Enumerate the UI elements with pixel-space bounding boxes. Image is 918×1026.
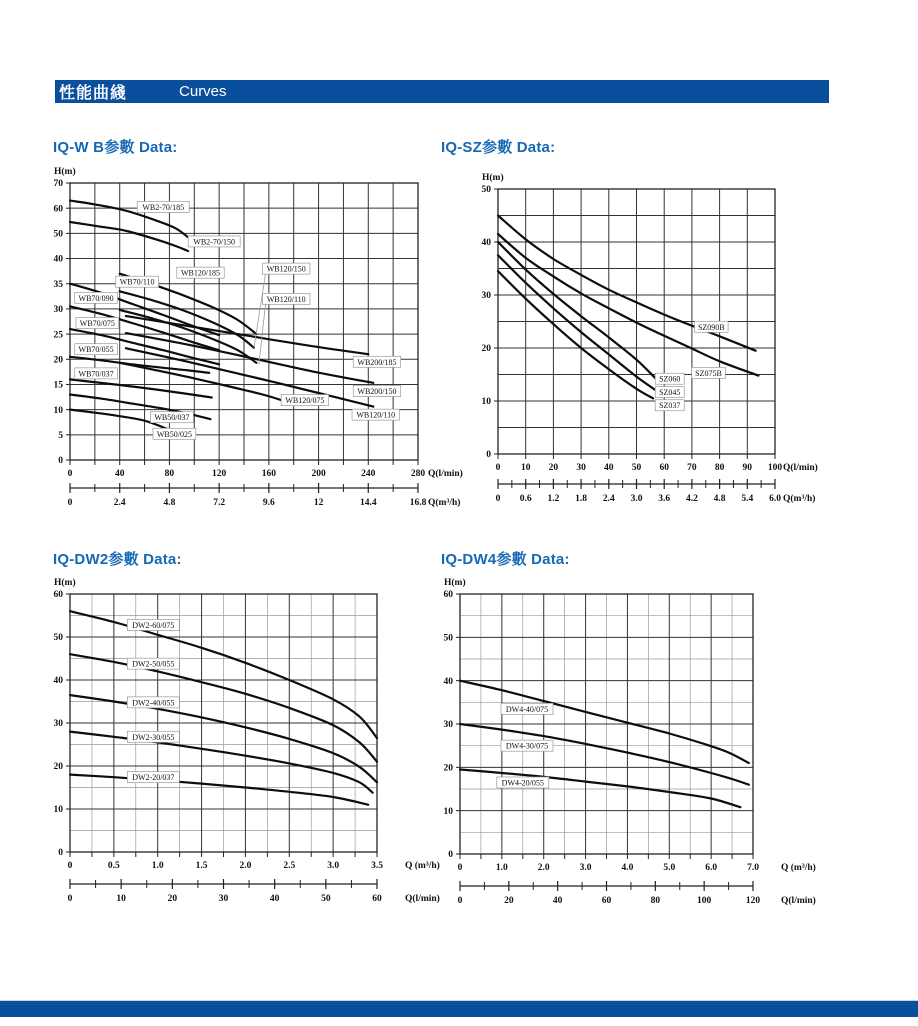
x2-tick-label: 2.4 (602, 494, 615, 504)
y-axis-title: H(m) (54, 578, 76, 588)
x-axis-unit: Q (m³/h) (405, 861, 440, 871)
curve-label: DW2-50/055 (132, 659, 175, 669)
y-tick-label: 50 (53, 229, 63, 240)
curve-label: WB2-70/185 (142, 202, 185, 212)
x-tick-label: 280 (410, 469, 426, 479)
curve-label: DW2-60/075 (132, 620, 175, 630)
x2-tick-label: 4.8 (713, 494, 726, 504)
curve-label: WB120/150 (266, 264, 306, 274)
x-tick-label: 0 (495, 463, 501, 473)
x-tick-label: 30 (576, 463, 586, 473)
curve-label: WB120/110 (266, 294, 306, 304)
x-tick-label: 0 (67, 861, 73, 871)
x-tick-label: 80 (164, 469, 175, 479)
curve-label: DW2-20/037 (132, 773, 175, 783)
x-tick-label: 20 (548, 463, 559, 473)
y-axis-title: H(m) (482, 173, 504, 183)
x2-tick-label: 14.4 (359, 498, 377, 508)
curve-label: WB120/110 (356, 410, 396, 420)
x-tick-label: 0.5 (107, 861, 120, 871)
x2-axis-unit: Q(m³/h) (428, 498, 461, 508)
curve-label: WB70/037 (78, 369, 114, 379)
y-tick-label: 0 (58, 848, 63, 859)
y-tick-label: 40 (53, 254, 63, 265)
y-tick-label: 10 (53, 805, 63, 816)
x2-tick-label: 100 (697, 896, 712, 906)
x2-tick-label: 5.4 (741, 494, 754, 504)
curve-label: WB70/055 (78, 345, 114, 355)
curve-label: DW2-40/055 (132, 698, 175, 708)
x2-tick-label: 6.0 (769, 494, 781, 504)
curve-label: DW4-40/075 (505, 704, 549, 714)
curve-DW4-30/075 (460, 724, 749, 785)
chart-title-iq-dw4: IQ-DW4参數 Data: (441, 551, 570, 568)
x2-tick-label: 60 (601, 896, 612, 906)
curve-label: WB2-70/150 (193, 237, 236, 247)
curve-label: WB200/150 (357, 387, 397, 397)
x2-tick-label: 40 (552, 896, 563, 906)
curve-label: SZ075B (695, 368, 722, 378)
y-tick-label: 30 (53, 719, 63, 730)
y-tick-label: 0 (58, 456, 63, 467)
x2-tick-label: 10 (116, 894, 126, 904)
y-tick-label: 30 (481, 291, 491, 302)
y-tick-label: 50 (481, 185, 491, 196)
y-tick-label: 40 (481, 238, 491, 249)
header-title-zh: 性能曲綫 (59, 85, 128, 102)
x-tick-label: 90 (742, 463, 753, 473)
y-tick-label: 40 (53, 676, 63, 687)
y-tick-label: 30 (443, 720, 453, 731)
y-tick-label: 0 (486, 450, 491, 461)
curve-label: WB50/037 (154, 413, 190, 423)
x2-tick-label: 20 (504, 896, 514, 906)
iq-dw2-performance-chart (30, 580, 480, 915)
curve-label: WB50/025 (156, 429, 192, 439)
x2-tick-label: 9.6 (262, 498, 275, 508)
x-tick-label: 2.5 (283, 861, 296, 871)
curve-label: WB120/185 (180, 268, 221, 278)
x-tick-label: 3.0 (327, 861, 340, 871)
y-tick-label: 70 (53, 179, 63, 190)
x2-tick-label: 0 (457, 896, 463, 906)
x-tick-label: 1.0 (151, 861, 164, 871)
curve-label: WB70/110 (119, 277, 155, 287)
y-tick-label: 20 (443, 763, 453, 774)
x2-tick-label: 3.6 (658, 494, 671, 504)
curve-label: DW4-30/075 (505, 741, 549, 751)
curve-WB120/075 (120, 363, 282, 400)
y-tick-label: 5 (58, 431, 63, 442)
x-tick-label: 0 (457, 863, 463, 873)
x2-tick-label: 0 (67, 894, 73, 904)
curve-label: SZ090B (697, 322, 725, 332)
x-tick-label: 2.0 (239, 861, 252, 871)
x-tick-label: 50 (631, 463, 642, 473)
curve-SZ045 (498, 255, 656, 390)
y-tick-label: 60 (53, 590, 63, 601)
curve-label: WB120/075 (285, 396, 325, 406)
x-tick-label: 40 (604, 463, 614, 473)
x-tick-label: 40 (114, 469, 125, 479)
y-tick-label: 30 (53, 305, 63, 316)
x-tick-label: 3.5 (371, 861, 383, 871)
curve-label: WB200/185 (357, 357, 397, 367)
x2-tick-label: 1.8 (575, 494, 588, 504)
x2-tick-label: 4.8 (163, 498, 176, 508)
curve-SZ060 (498, 242, 656, 379)
y-tick-label: 60 (443, 590, 453, 601)
x2-tick-label: 3.0 (630, 494, 643, 504)
x2-tick-label: 80 (650, 896, 661, 906)
iq-wb-performance-chart (30, 160, 480, 515)
iq-dw4-performance-chart (430, 580, 918, 915)
curve-WB200/185 (126, 316, 368, 354)
y-tick-label: 10 (53, 405, 63, 416)
y-axis-title: H(m) (444, 578, 466, 588)
header-title-en: Curves (179, 83, 227, 100)
x-axis-unit: Q(l/min) (428, 469, 463, 479)
iq-sz-performance-chart (430, 160, 918, 515)
x-tick-label: 0 (67, 469, 73, 479)
x-tick-label: 3.0 (579, 863, 592, 873)
x-tick-label: 60 (659, 463, 669, 473)
section-header-bar (53, 80, 829, 103)
x2-tick-label: 60 (372, 894, 382, 904)
curve-label: DW4-20/055 (501, 778, 544, 788)
y-tick-label: 25 (53, 330, 63, 341)
x-tick-label: 1.5 (195, 861, 208, 871)
y-tick-label: 50 (443, 633, 453, 644)
x-tick-label: 160 (261, 469, 276, 479)
x2-axis-unit: Q(m³/h) (783, 494, 816, 504)
chart-title-iq-dw2: IQ-DW2参數 Data: (53, 551, 182, 568)
x2-tick-label: 0 (495, 494, 501, 504)
x2-tick-label: 30 (218, 894, 229, 904)
curve-DW2-30/055 (70, 732, 373, 793)
curve-label: SZ060 (659, 374, 681, 384)
y-axis-title: H(m) (54, 167, 76, 177)
x2-tick-label: 0.6 (519, 494, 532, 504)
y-tick-label: 15 (53, 380, 63, 391)
y-tick-label: 60 (53, 204, 63, 215)
x-tick-label: 6.0 (705, 863, 718, 873)
y-tick-label: 35 (53, 279, 63, 290)
x-tick-label: 200 (311, 469, 326, 479)
x2-axis-unit: Q(l/min) (405, 894, 440, 904)
x2-tick-label: 1.2 (547, 494, 560, 504)
x-axis-unit: Q (m³/h) (781, 863, 816, 873)
x-tick-label: 80 (714, 463, 725, 473)
curve-label: SZ037 (659, 401, 681, 411)
chart-title-iq-wb: IQ-W B参數 Data: (53, 139, 178, 156)
x2-tick-label: 40 (269, 894, 280, 904)
x2-tick-label: 50 (321, 894, 331, 904)
x2-tick-label: 7.2 (213, 498, 226, 508)
x2-tick-label: 4.2 (685, 494, 698, 504)
y-tick-label: 0 (448, 850, 453, 861)
y-tick-label: 40 (443, 676, 453, 687)
curve-label: DW2-30/055 (132, 732, 175, 742)
x-tick-label: 240 (361, 469, 376, 479)
chart-title-iq-sz: IQ-SZ参數 Data: (441, 139, 556, 156)
y-tick-label: 10 (443, 806, 453, 817)
x-axis-unit: Q(l/min) (783, 463, 818, 473)
y-tick-label: 10 (481, 397, 491, 408)
x-tick-label: 120 (212, 469, 227, 479)
x2-tick-label: 0 (67, 498, 73, 508)
x-tick-label: 7.0 (747, 863, 759, 873)
curve-label: WB70/090 (78, 293, 114, 303)
y-tick-label: 20 (53, 355, 63, 366)
curve-DW2-20/037 (70, 775, 368, 805)
x-tick-label: 5.0 (663, 863, 676, 873)
x-tick-label: 4.0 (621, 863, 634, 873)
x2-axis-unit: Q(l/min) (781, 896, 816, 906)
x-tick-label: 1.0 (495, 863, 508, 873)
x-tick-label: 10 (520, 463, 531, 473)
x2-tick-label: 120 (745, 896, 761, 906)
x-tick-label: 100 (767, 463, 783, 473)
y-tick-label: 50 (53, 633, 63, 644)
x2-tick-label: 12 (313, 498, 324, 508)
x2-tick-label: 2.4 (113, 498, 126, 508)
y-tick-label: 20 (53, 762, 63, 773)
curve-WB70/037 (70, 379, 212, 397)
x2-tick-label: 20 (167, 894, 178, 904)
footer-bar (0, 1000, 918, 1017)
y-tick-label: 20 (481, 344, 491, 355)
curve-label: WB70/075 (79, 319, 115, 329)
x-tick-label: 2.0 (537, 863, 550, 873)
x-tick-label: 70 (687, 463, 697, 473)
curve-label: SZ045 (659, 387, 681, 397)
x2-tick-label: 16.8 (409, 498, 427, 508)
